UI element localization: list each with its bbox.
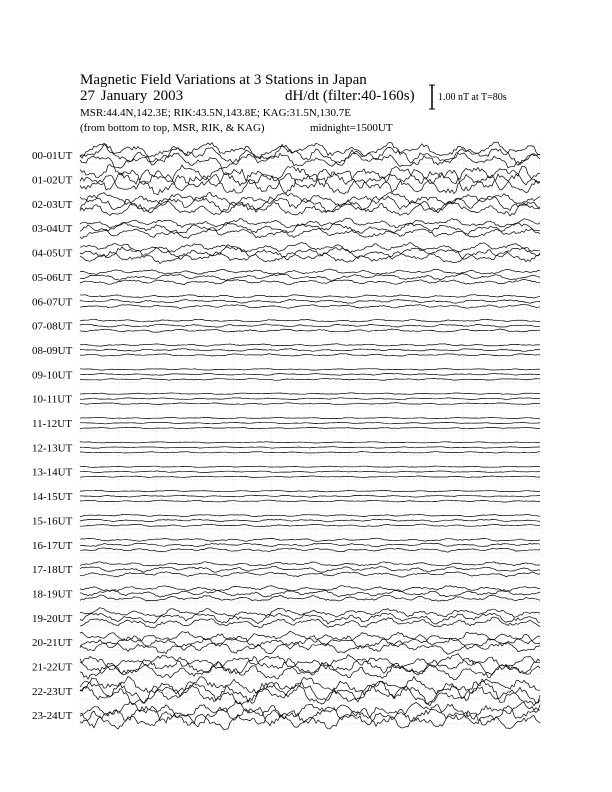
trace-rik [80, 273, 540, 280]
trace-rik [80, 543, 540, 547]
trace-kag [80, 608, 540, 618]
scale-label: 1.00 nT at T=80s [438, 92, 507, 103]
hour-label: 04-05UT [32, 247, 73, 260]
hour-label: 14-15UT [32, 491, 73, 504]
hour-label: 13-14UT [32, 466, 73, 479]
midnight-note: midnight=1500UT [310, 122, 393, 134]
hour-label: 23-24UT [32, 710, 73, 723]
hour-labels [32, 150, 73, 722]
hour-label: 02-03UT [32, 198, 73, 211]
trace-rik [80, 471, 540, 473]
trace-kag [80, 417, 540, 418]
trace-kag [80, 538, 540, 541]
hour-label: 17-18UT [32, 564, 73, 577]
chart-title: Magnetic Field Variations at 3 Stations in Japan [80, 72, 367, 88]
trace-msr [80, 280, 540, 285]
trace-kag [80, 442, 540, 443]
hour-label: 05-06UT [32, 271, 73, 284]
hour-label: 18-19UT [32, 588, 73, 601]
hour-label: 19-20UT [32, 612, 73, 625]
hour-label: 12-13UT [32, 442, 73, 455]
trace-kag [80, 393, 540, 395]
hour-label: 09-10UT [32, 369, 73, 382]
trace-msr [80, 524, 540, 527]
hour-label: 07-08UT [32, 320, 73, 333]
trace-msr [80, 595, 540, 601]
hour-label: 22-23UT [32, 685, 73, 698]
hour-label: 08-09UT [32, 344, 73, 357]
station-coordinates: MSR:44.4N,142.3E; RIK:43.5N,143.8E; KAG:31.5N,130.7E [80, 107, 352, 119]
hour-label: 00-01UT [32, 150, 73, 163]
hour-label: 06-07UT [32, 296, 73, 309]
station-order-note: (from bottom to top, MSR, RIK, & KAG) [80, 122, 265, 134]
trace-kag [80, 295, 540, 298]
hour-label: 10-11UT [32, 393, 72, 406]
trace-msr [80, 304, 540, 308]
trace-rik [80, 495, 540, 497]
trace-rik [80, 144, 540, 165]
chart-date: 27 January 2003 [80, 88, 184, 104]
trace-kag [80, 466, 540, 467]
hour-label: 03-04UT [32, 223, 73, 236]
chart-quantity: dH/dt (filter:40-160s) [285, 88, 415, 104]
hour-label: 20-21UT [32, 637, 73, 650]
hour-label: 11-12UT [32, 418, 72, 431]
hour-label: 01-02UT [32, 174, 73, 187]
hour-label: 16-17UT [32, 539, 73, 552]
trace-kag [80, 218, 540, 228]
trace-rik [80, 373, 540, 375]
hour-label: 15-16UT [32, 515, 73, 528]
hour-label: 21-22UT [32, 661, 73, 674]
